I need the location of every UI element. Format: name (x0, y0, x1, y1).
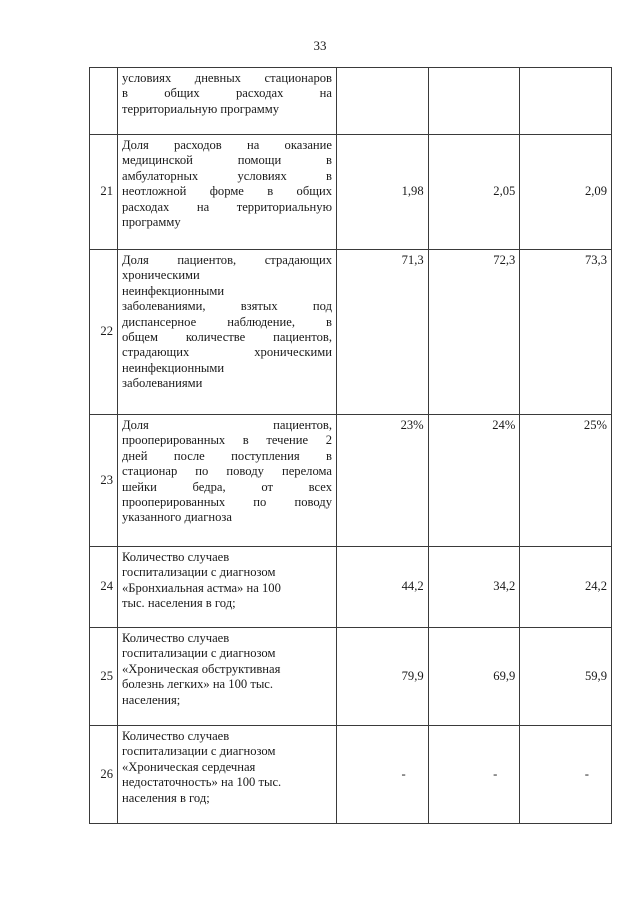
row-number: 26 (90, 726, 118, 824)
value-col-2: 72,3 (428, 250, 520, 415)
page-number: 33 (313, 38, 327, 53)
table-row (90, 547, 612, 628)
table-row (90, 68, 612, 135)
value-col-2: - (428, 726, 520, 824)
value-col-3: 73,3 (520, 250, 612, 415)
value-col-3: - (520, 726, 612, 824)
value-col-1: 71,3 (337, 250, 429, 415)
row-description: Количество случаев госпитализации с диагнозом «Хроническая сердечная недостаточность» на 100 тыс. населения в год; (118, 726, 337, 824)
value-col-2: 24% (428, 415, 520, 547)
value-col-1: 1,98 (337, 135, 429, 250)
row-number: 23 (90, 415, 118, 547)
row-description: Количество случаев госпитализации с диагнозом «Хроническая обструктивная болезнь легких» на 100 тыс. населения; (118, 628, 337, 726)
value-col-3: 25% (520, 415, 612, 547)
row-description: Доля пациентов, прооперированных в течение 2 дней после поступления в стационар по поводу перелома шейки бедра, от всех прооперированных по поводу указанного диагноза (118, 415, 337, 547)
row-number: 24 (90, 547, 118, 628)
table-row (90, 250, 612, 415)
value-col-1: 79,9 (337, 628, 429, 726)
row-description: Доля расходов на оказание медицинской помощи в амбулаторных условиях в неотложной форме в общих расходах на территориальную программу (118, 135, 337, 250)
value-col-2: 2,05 (428, 135, 520, 250)
table-row (90, 628, 612, 726)
row-description: Количество случаев госпитализации с диагнозом «Бронхиальная астма» на 100 тыс. населения в год; (118, 547, 337, 628)
row-number: 22 (90, 250, 118, 415)
table-row (90, 135, 612, 250)
value-col-3: 2,09 (520, 135, 612, 250)
value-col-2: 69,9 (428, 628, 520, 726)
value-col-1 (337, 68, 429, 135)
row-number: 21 (90, 135, 118, 250)
value-col-1: 23% (337, 415, 429, 547)
table-row (90, 415, 612, 547)
value-col-1: - (337, 726, 429, 824)
row-number (90, 68, 118, 135)
value-col-2 (428, 68, 520, 135)
value-col-2: 34,2 (428, 547, 520, 628)
row-number: 25 (90, 628, 118, 726)
row-description: Доля пациентов, страдающих хроническими неинфекционными заболеваниями, взятых под диспансерное наблюдение, в общем количестве пациентов, страдающих хроническими неинфекционными заболеваниями (118, 250, 337, 415)
value-col-3 (520, 68, 612, 135)
value-col-3: 24,2 (520, 547, 612, 628)
value-col-3: 59,9 (520, 628, 612, 726)
indicators-table (89, 67, 612, 824)
value-col-1: 44,2 (337, 547, 429, 628)
table-row (90, 726, 612, 824)
row-description: условиях дневных стационаров в общих расходах на территориальную программу (118, 68, 337, 135)
